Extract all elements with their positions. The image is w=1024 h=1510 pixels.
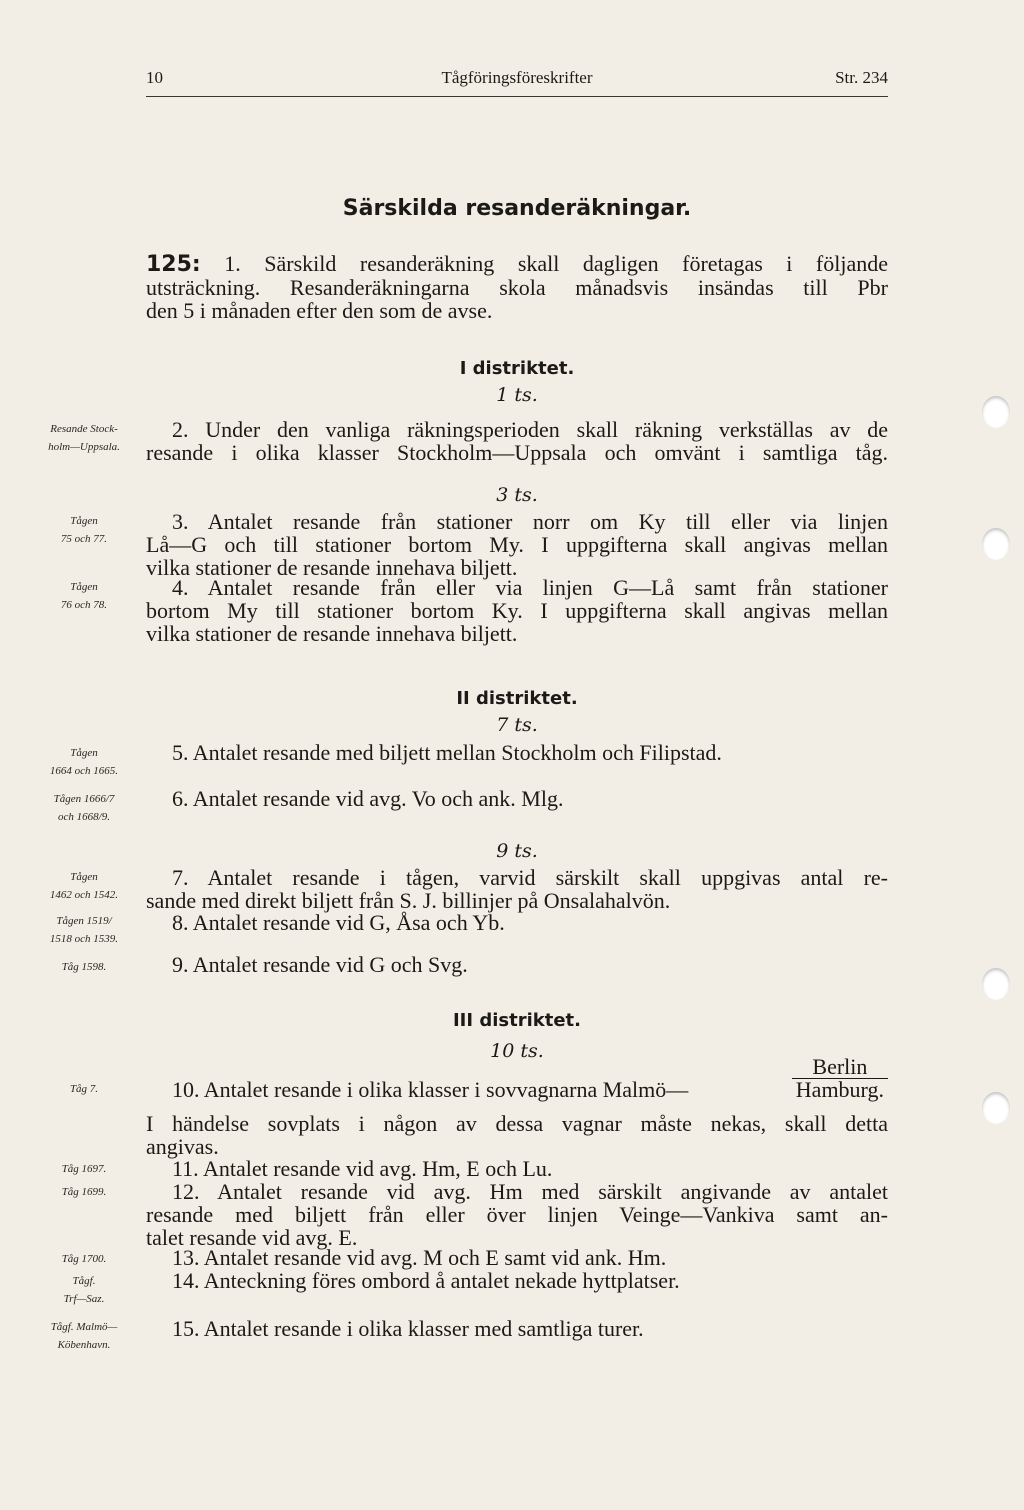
- page-number: 10: [146, 68, 163, 87]
- subsection-10ts: 10 ts.: [490, 1040, 544, 1062]
- margin-note: Tågen 1664 och 1665.: [49, 747, 119, 777]
- paragraph-12: 12. Antalet resande vid avg. Hm med särskilt angivande av antalet resande med biljett från eller över linjen Veinge—Vankiva samt an- talet resande vid avg. E.: [146, 1179, 888, 1250]
- margin-note: Tåg 7.: [69, 1083, 99, 1095]
- subsection-1ts: 1 ts.: [496, 384, 538, 406]
- paragraph-3: 3. Antalet resande från stationer norr om Ky till eller via linjen Lå—G och till stationer bortom My. I uppgifterna skall angivas mellan vilka stationer de resande innehava biljett.: [146, 509, 888, 580]
- paragraph-14: 14. Anteckning föres ombord å antalet nekade hyttplatser.: [172, 1268, 680, 1293]
- paragraph-6: 6. Antalet resande vid avg. Vo och ank. Mlg.: [172, 786, 564, 811]
- punch-hole: [982, 396, 1010, 428]
- page-title: Särskilda resanderäkningar.: [342, 196, 692, 221]
- section-number: 125:: [146, 252, 201, 277]
- text-line: utsträckning. Resanderäkningarna skola månadsvis insändas till Pbr: [146, 275, 888, 300]
- margin-note: Tågen 1666/7 och 1668/9.: [53, 793, 115, 823]
- paragraph-11: 11. Antalet resande vid avg. Hm, E och Lu.: [172, 1156, 553, 1181]
- paragraph-5: 5. Antalet resande med biljett mellan Stockholm och Filipstad.: [172, 740, 722, 765]
- margin-note: Tåg 1598.: [61, 961, 107, 973]
- paragraph-10: 10. Antalet resande i olika klasser i sovvagnarna Malmö— Berlin Hamburg.: [146, 1078, 888, 1101]
- margin-note: Tågen 1462 och 1542.: [49, 871, 119, 901]
- paragraph-9: 9. Antalet resande vid G och Svg.: [172, 952, 468, 977]
- section-title-3: III distriktet.: [452, 1010, 581, 1031]
- running-title: Tågföringsföreskrifter: [441, 68, 593, 87]
- page-header: [146, 66, 888, 97]
- paragraph-15: 15. Antalet resande i olika klasser med samtliga turer.: [172, 1316, 644, 1341]
- margin-note: Tågen 76 och 78.: [60, 581, 108, 611]
- section-title-2: II distriktet.: [456, 688, 578, 709]
- subsection-7ts: 7 ts.: [496, 714, 538, 736]
- punch-hole: [982, 1092, 1010, 1124]
- margin-note: Tåg 1697.: [61, 1163, 107, 1175]
- destination-fraction: Berlin Hamburg.: [792, 1056, 888, 1101]
- paragraph-8: 8. Antalet resande vid G, Åsa och Yb.: [172, 910, 505, 935]
- paragraph-10-note: I händelse sovplats i någon av dessa vagnar måste nekas, skall detta angivas.: [146, 1111, 888, 1159]
- margin-note: Tågen 75 och 77.: [60, 515, 108, 545]
- margin-note: Tågf. Malmö— Köbenhavn.: [50, 1321, 118, 1351]
- subsection-3ts: 3 ts.: [496, 484, 538, 506]
- margin-note: Tågen 1519/ 1518 och 1539.: [49, 915, 119, 945]
- margin-note: Tåg 1699.: [61, 1186, 107, 1198]
- margin-note: Tåg 1700.: [61, 1253, 107, 1265]
- section-title-1: I distriktet.: [459, 358, 575, 379]
- margin-note: Resande Stock- holm—Uppsala.: [48, 423, 120, 453]
- punch-hole: [982, 968, 1010, 1000]
- paragraph-2: 2. Under den vanliga räkningsperioden skall räkning verkställas av de resande i olika klasser Stockholm—Uppsala och omvänt i samtliga tåg.: [146, 417, 888, 465]
- paragraph-13: 13. Antalet resande vid avg. M och E samt vid ank. Hm.: [172, 1245, 667, 1270]
- subsection-9ts: 9 ts.: [496, 840, 538, 862]
- paragraph-7: 7. Antalet resande i tågen, varvid särskilt skall uppgivas antal re- sande med direkt biljett från S. J. billinjer på Onsalahalvön.: [146, 865, 888, 913]
- text-line: 125: 1. Särskild resanderäkning skall dagligen företagas i följande: [146, 251, 889, 277]
- paragraph-4: 4. Antalet resande från eller via linjen G—Lå samt från stationer bortom My till stationer bortom Ky. I uppgifterna skall angivas mellan vilka stationer de resande innehava biljett.: [146, 575, 888, 646]
- punch-hole: [982, 528, 1010, 560]
- margin-note: Tågf. Trf—Saz.: [63, 1275, 105, 1305]
- reference-number: Str. 234: [835, 68, 888, 87]
- text-line: den 5 i månaden efter den som de avse.: [146, 298, 493, 323]
- paragraph-125: [146, 252, 888, 322]
